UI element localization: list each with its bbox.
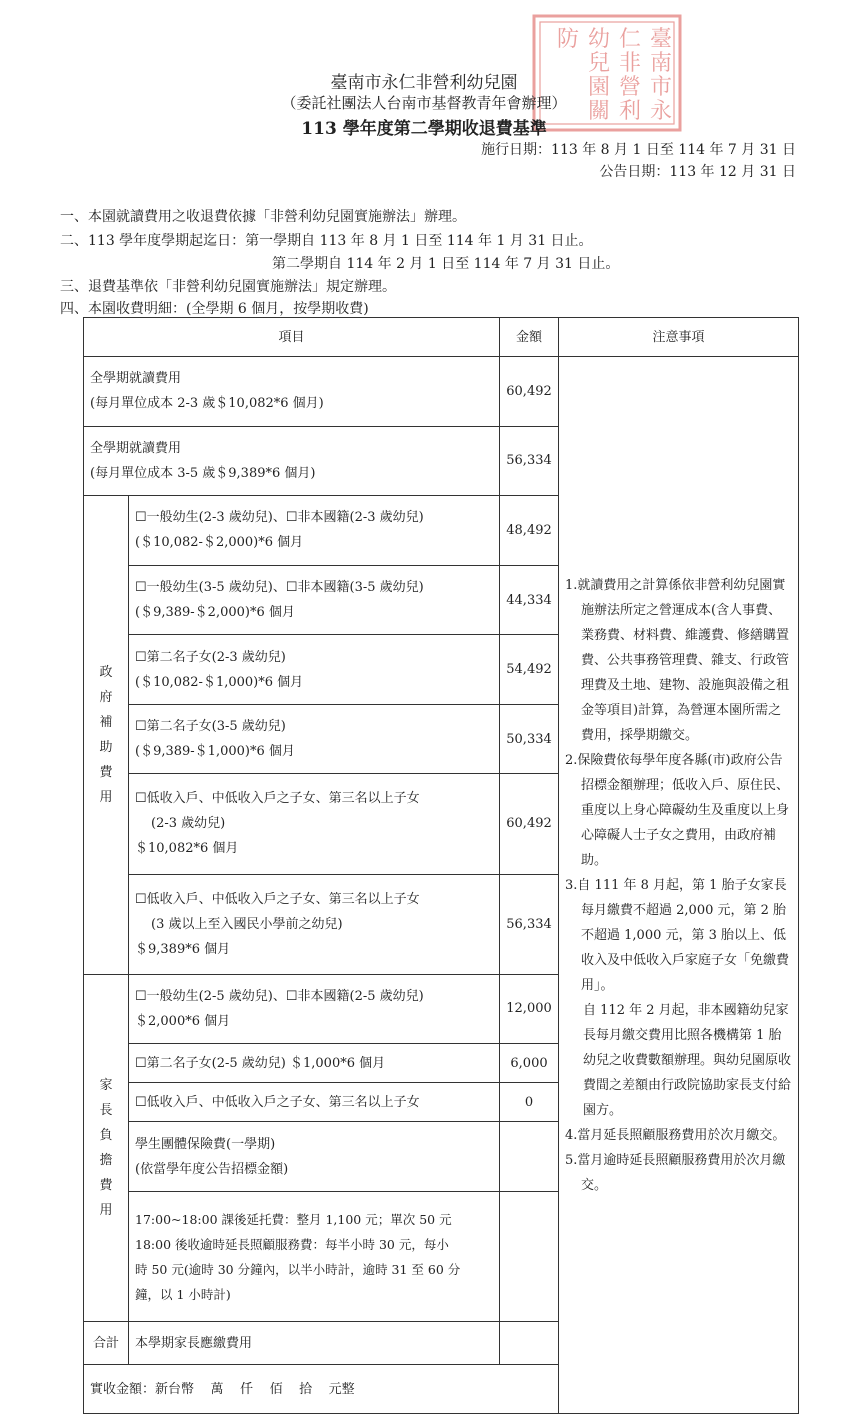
- intro-item-3: 三、退費基準依「非營利幼兒園實施辦法」規定辦理。: [60, 279, 396, 295]
- row-text: 17:00~18:00 課後延托費：整月 1,100 元；單次 50 元: [135, 1211, 452, 1227]
- amount-cell: [500, 1191, 559, 1322]
- row-text: (3 歲以上至入國民小學前之幼兒): [151, 916, 343, 932]
- amount-cell: [500, 1122, 559, 1192]
- table-row: [84, 1365, 799, 1414]
- row-text: 學生團體保險費(一學期): [135, 1136, 276, 1152]
- header-amount: 金額: [500, 318, 559, 357]
- parent-row-3: [129, 1083, 500, 1122]
- parent-row-1: [129, 974, 500, 1044]
- seal-char: 關: [588, 99, 611, 124]
- note-3: 3.自 111 年 8 月起，第 1 胎子女家長每月繳費不超過 2,000 元，第 2 胎不超過 1,000 元，第 3 胎以上、低收入及中低收入戶家庭子女「免繳費用」。: [565, 877, 790, 993]
- amount-cell: 50,334: [500, 704, 559, 774]
- amount-cell: 60,492: [500, 357, 559, 427]
- row-text: ☐低收入戶、中低收入戶之子女、第三名以上子女: [135, 791, 420, 807]
- fee-table: [83, 317, 799, 1414]
- row-text: 全學期就讀費用: [90, 371, 182, 387]
- row-text: (＄9,389-＄1,000)*6 個月: [135, 744, 295, 760]
- total-amount: [500, 1322, 559, 1365]
- seal-char: 南: [650, 51, 673, 76]
- gov-row-3: [129, 635, 500, 705]
- row-text: (＄10,082-＄1,000)*6 個月: [135, 674, 304, 690]
- seal-char: 市: [650, 75, 673, 100]
- intro-item-2: 二、113 學年度學期起迄日：第一學期自 113 年 8 月 1 日至 114 年 1 月 31 日止。: [60, 233, 593, 249]
- row-text: (＄9,389-＄2,000)*6 個月: [135, 605, 295, 621]
- parent-row-5: [129, 1191, 500, 1322]
- seal-char: 永: [650, 99, 673, 124]
- gov-subsidy-label: [84, 496, 129, 974]
- full-fee-3-5-cell: [84, 426, 500, 496]
- row-text: ＄2,000*6 個月: [135, 1013, 231, 1029]
- seal-char: 園: [588, 75, 611, 100]
- label-char: 長: [99, 1102, 113, 1118]
- total-desc: 本學期家長應繳費用: [129, 1322, 500, 1365]
- operator-note: （委託社團法人台南市基督教青年會辦理）: [281, 94, 567, 112]
- row-text: ☐低收入戶、中低收入戶之子女、第三名以上子女: [135, 1094, 420, 1110]
- row-text: (每月單位成本 2-3 歲＄10,082*6 個月): [90, 396, 324, 412]
- table-header-row: [84, 318, 799, 357]
- school-name: 臺南市永仁非營利幼兒園: [330, 73, 518, 93]
- label-char: 費: [99, 764, 113, 780]
- row-text: ☐一般幼生(2-5 歲幼兒)、☐非本國籍(2-5 歲幼兒): [135, 988, 424, 1004]
- seal-char: 防: [557, 27, 580, 52]
- intro-item-2-continued: 第二學期自 114 年 2 月 1 日至 114 年 7 月 31 日止。: [272, 256, 620, 272]
- seal-char: 臺: [650, 27, 673, 52]
- row-text: ☐一般幼生(2-3 歲幼兒)、☐非本國籍(2-3 歲幼兒): [135, 510, 424, 526]
- announce-date: 公告日期：113 年 12 月 31 日: [599, 164, 796, 180]
- row-text: ☐第二名子女(2-5 歲幼兒) ＄1,000*6 個月: [135, 1055, 386, 1071]
- gov-row-4: [129, 704, 500, 774]
- seal-char: 仁: [619, 27, 642, 52]
- label-char: 用: [99, 789, 113, 805]
- note-4: 4.當月延長照顧服務費用於次月繳交。: [565, 1127, 786, 1143]
- amount-cell: 44,334: [500, 565, 559, 635]
- row-text: ＄9,389*6 個月: [135, 941, 231, 957]
- seal-char: 非: [619, 51, 642, 76]
- label-char: 助: [99, 739, 113, 755]
- row-text: (依當學年度公告招標金額): [135, 1161, 289, 1177]
- note-3-continued: 自 112 年 2 月起，非本國籍幼兒家長每月繳交費用比照各機構第 1 胎幼兒之收費數額辦理。與幼兒園原收費間之差額由行政院協助家長支付給園方。: [583, 1002, 792, 1118]
- parent-row-4: [129, 1122, 500, 1192]
- row-text: ☐低收入戶、中低收入戶之子女、第三名以上子女: [135, 891, 420, 907]
- note-1: 1.就讀費用之計算係依非營利幼兒園實施辦法所定之營運成本(含人事費、業務費、材料費、維護費、修繕購置費、公共事務管理費、雜支、行政管理費及土地、建物、設施與設備之租金等項目)計算，為營運本園所需之費用，採學期繳交。: [565, 577, 790, 743]
- row-text: ☐一般幼生(3-5 歲幼兒)、☐非本國籍(3-5 歲幼兒): [135, 580, 424, 596]
- amount-cell: 12,000: [500, 974, 559, 1044]
- total-label: 合計: [84, 1322, 129, 1365]
- seal-char: 兒: [588, 51, 611, 76]
- row-text: 18:00 後收逾時延長照顧服務費：每半小時 30 元，每小: [135, 1236, 449, 1252]
- header-item: 項目: [84, 318, 500, 357]
- amount-cell: 60,492: [500, 774, 559, 874]
- label-char: 負: [99, 1127, 113, 1143]
- received-amount: 實收金額：新台幣 萬 仟 佰 拾 元整: [84, 1365, 799, 1414]
- effective-date: 施行日期：113 年 8 月 1 日至 114 年 7 月 31 日: [481, 142, 796, 158]
- gov-row-6: [129, 874, 500, 974]
- note-2: 2.保險費依每學年度各縣(市)政府公告招標金額辦理；低收入戶、原住民、重度以上身心障礙幼生及重度以上身心障礙人士子女之費用，由政府補助。: [565, 752, 790, 868]
- intro-item-4: 四、本園收費明細：(全學期 6 個月，按學期收費): [60, 301, 369, 317]
- note-5: 5.當月逾時延長照顧服務費用於次月繳交。: [565, 1152, 786, 1193]
- amount-cell: 56,334: [500, 874, 559, 974]
- label-char: 補: [99, 714, 113, 730]
- amount-cell: 48,492: [500, 496, 559, 566]
- amount-cell: 6,000: [500, 1044, 559, 1083]
- seal-char: 營: [619, 75, 642, 100]
- row-text: (2-3 歲幼兒): [151, 816, 226, 832]
- label-char: 用: [99, 1202, 113, 1218]
- document-title: 113 學年度第二學期收退費基準: [301, 119, 547, 139]
- row-text: (每月單位成本 3-5 歲＄9,389*6 個月): [90, 465, 316, 481]
- row-text: (＄10,082-＄2,000)*6 個月: [135, 535, 304, 551]
- notes-cell: [559, 357, 799, 1414]
- amount-cell: 54,492: [500, 635, 559, 705]
- label-char: 擔: [99, 1152, 113, 1168]
- full-fee-2-3-cell: [84, 357, 500, 427]
- label-char: 費: [99, 1177, 113, 1193]
- row-text: ＄10,082*6 個月: [135, 841, 239, 857]
- seal-char: 幼: [588, 27, 611, 52]
- row-text: ☐第二名子女(2-3 歲幼兒): [135, 649, 286, 665]
- intro-item-1: 一、本園就讀費用之收退費依據「非營利幼兒園實施辦法」辦理。: [60, 209, 466, 225]
- label-char: 政: [99, 664, 113, 680]
- row-text: 時 50 元(逾時 30 分鐘內，以半小時計，逾時 31 至 60 分: [135, 1261, 461, 1277]
- amount-cell: 0: [500, 1083, 559, 1122]
- amount-cell: 56,334: [500, 426, 559, 496]
- parent-burden-label: [84, 974, 129, 1322]
- gov-row-2: [129, 565, 500, 635]
- row-text: 鐘，以 1 小時計): [135, 1286, 231, 1302]
- label-char: 家: [99, 1077, 113, 1093]
- table-row: [84, 357, 799, 427]
- gov-row-1: [129, 496, 500, 566]
- row-text: ☐第二名子女(3-5 歲幼兒): [135, 719, 286, 735]
- seal-char: 利: [619, 99, 642, 124]
- row-text: 全學期就讀費用: [90, 440, 182, 456]
- parent-row-2: [129, 1044, 500, 1083]
- gov-row-5: [129, 774, 500, 874]
- label-char: 府: [99, 689, 113, 705]
- header-notes: 注意事項: [559, 318, 799, 357]
